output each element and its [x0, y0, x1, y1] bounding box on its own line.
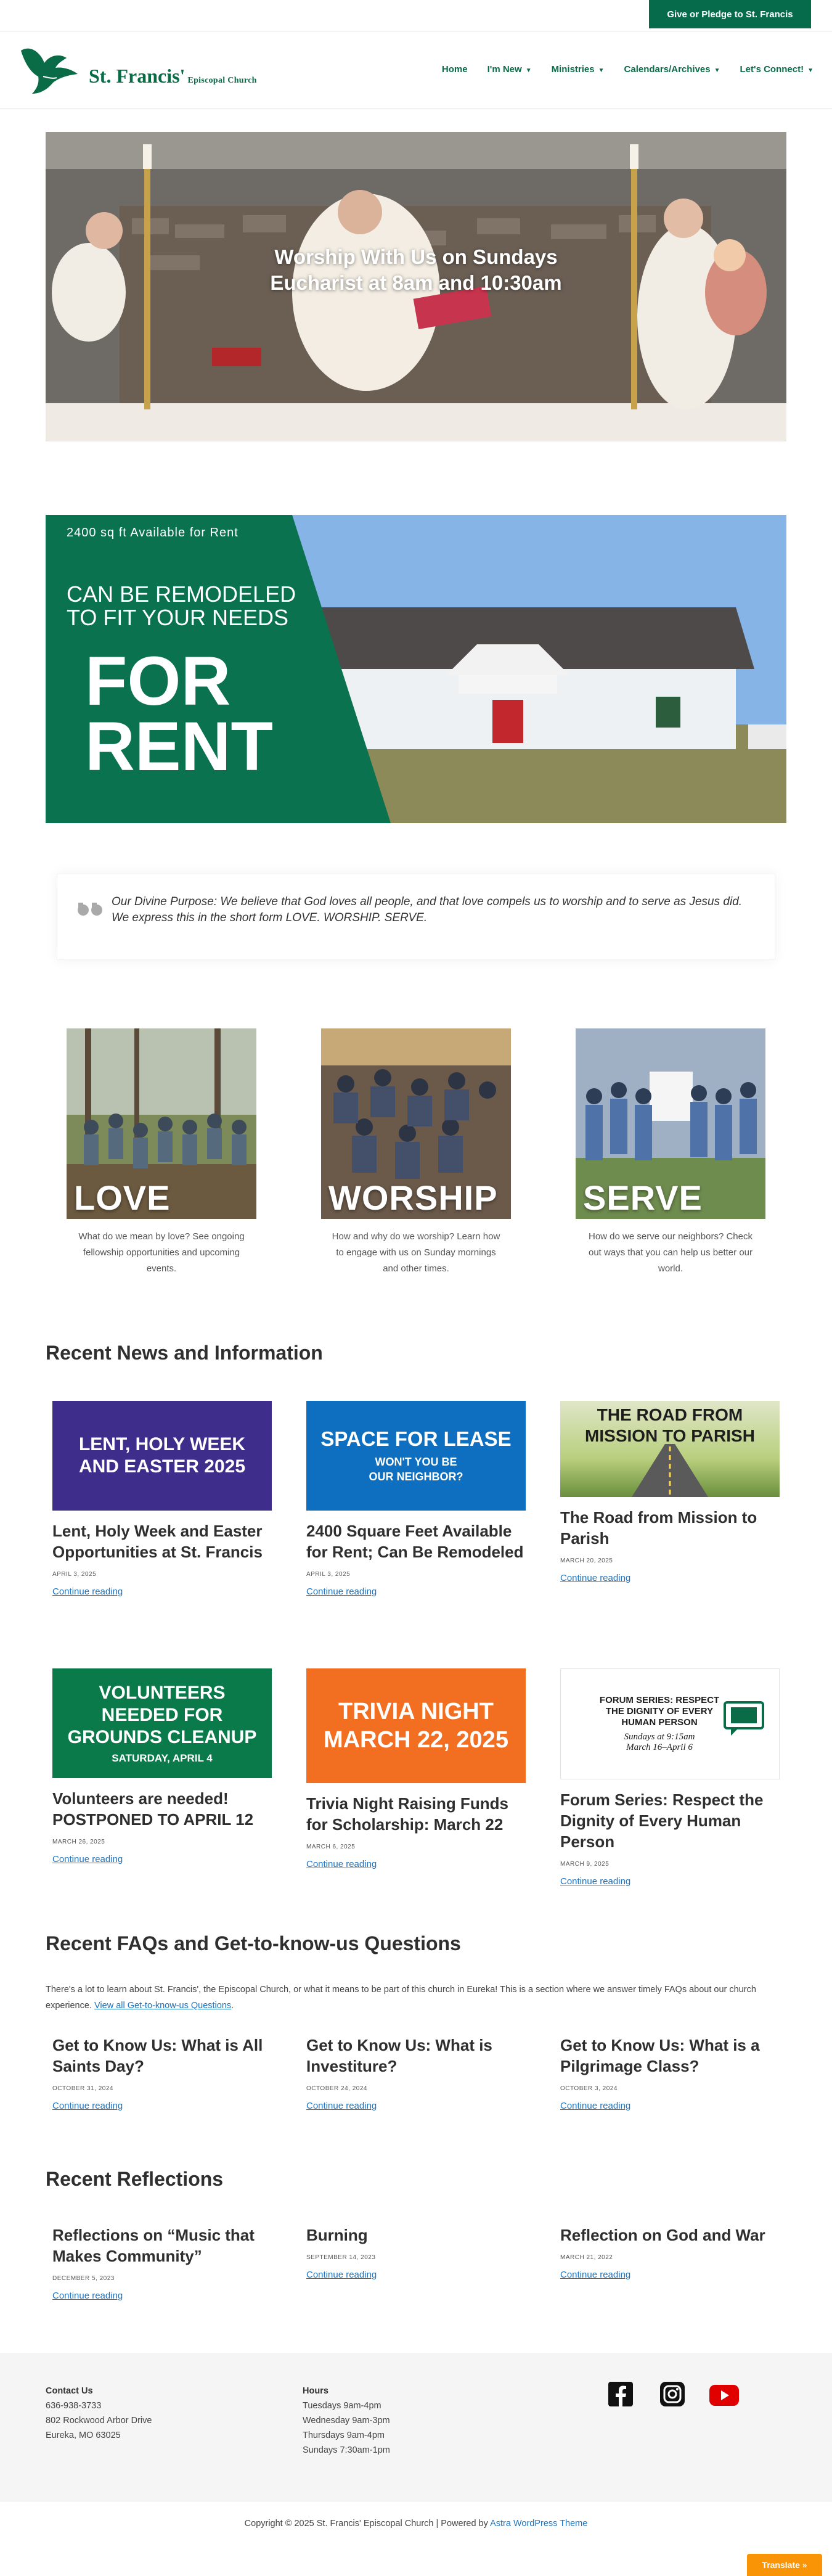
faq-card: [52, 2035, 272, 2111]
translate-button[interactable]: Translate »: [747, 2554, 822, 2576]
serve-image: [576, 1028, 765, 1219]
reflection-card: [52, 2225, 272, 2301]
news-card-date: MARCH 9, 2025: [560, 1861, 610, 1868]
love-block[interactable]: [67, 1028, 256, 1277]
footer-hours-title: Hours: [303, 2386, 328, 2396]
news-card: [306, 1401, 526, 1597]
news-card-image-text: FORUM SERIES: RESPECT THE DIGNITY OF EVERY HUMAN PERSON: [599, 1695, 720, 1728]
youtube-icon[interactable]: [709, 2385, 739, 2406]
news-card: [560, 1401, 780, 1583]
nav-home[interactable]: [442, 64, 468, 75]
reflection-card: [560, 2225, 780, 2280]
worship-word: WORSHIP: [328, 1178, 498, 1217]
news-card: [560, 1668, 780, 1887]
for-rent-banner[interactable]: [46, 515, 786, 823]
news-card-image[interactable]: [52, 1401, 272, 1511]
news-card-image-subtext: Sundays at 9:15am: [624, 1732, 695, 1742]
love-text: What do we mean by love? See ongoing fellowship opportunities and upcoming events.: [78, 1231, 245, 1274]
nav-calendars[interactable]: [624, 64, 720, 75]
instagram-icon[interactable]: [659, 2381, 685, 2407]
news-card-date: MARCH 26, 2025: [52, 1839, 105, 1845]
news-card-title[interactable]: Lent, Holy Week and Easter Opportunities at St. Francis: [52, 1522, 263, 1561]
continue-reading-link[interactable]: Continue reading: [52, 2291, 123, 2301]
reflection-card-date: MARCH 21, 2022: [560, 2254, 613, 2261]
news-card-image-subtext: WON'T YOU BE OUR NEIGHBOR?: [369, 1456, 463, 1483]
faq-intro: There's a lot to learn about St. Francis', the Episcopal Church, or what it means to be part of this church in Eureka! This is a section where we answer timely FAQs about our church experience. View all Get-to-know-us Questions.: [46, 1985, 756, 2011]
continue-reading-link[interactable]: Continue reading: [306, 1586, 377, 1597]
continue-reading-link[interactable]: Continue reading: [306, 1859, 377, 1869]
worship-text: How and why do we worship? Learn how to engage with us on Sunday mornings and other times.: [332, 1231, 500, 1274]
faq-view-all-link[interactable]: View all Get-to-know-us Questions: [94, 2001, 232, 2011]
news-card-image[interactable]: [52, 1668, 272, 1778]
continue-reading-link[interactable]: Continue reading: [560, 1573, 631, 1583]
news-card-image[interactable]: [306, 1401, 526, 1511]
news-section-title: Recent News and Information: [46, 1342, 323, 1364]
news-card-image[interactable]: [560, 1668, 780, 1779]
faq-card-title[interactable]: Get to Know Us: What is Investiture?: [306, 2036, 492, 2075]
news-card-date: MARCH 6, 2025: [306, 1844, 356, 1850]
dove-icon: [18, 42, 86, 101]
serve-text: How do we serve our neighbors? Check out ways that you can help us better our world.: [589, 1231, 752, 1274]
nav-label: Calendars/Archives: [624, 64, 711, 75]
hero-line-1: Worship With Us on Sundays: [274, 245, 558, 268]
footer-address-1: 802 Rockwood Arbor Drive: [46, 2416, 152, 2426]
worship-image: [321, 1028, 511, 1219]
pledge-button[interactable]: Give or Pledge to St. Francis: [649, 0, 811, 28]
footer-hours-line: Sundays 7:30am-1pm: [303, 2445, 390, 2455]
faq-card-date: OCTOBER 31, 2024: [52, 2085, 113, 2092]
continue-reading-link[interactable]: Continue reading: [52, 1854, 123, 1864]
serve-block[interactable]: [576, 1028, 765, 1277]
footer-hours: [303, 2384, 390, 2458]
faq-section-title: Recent FAQs and Get-to-know-us Questions: [46, 1932, 461, 1955]
site-header: [0, 32, 832, 109]
news-card-image-text: SPACE FOR LEASE: [320, 1427, 512, 1450]
faq-card-date: OCTOBER 24, 2024: [306, 2085, 367, 2092]
rent-big-text-1: FOR: [85, 642, 231, 720]
news-card-title[interactable]: Forum Series: Respect the Dignity of Every Human Person: [560, 1790, 764, 1851]
faq-card-title[interactable]: Get to Know Us: What is All Saints Day?: [52, 2036, 263, 2075]
news-card-image-text: THE ROAD FROM MISSION TO PARISH: [585, 1405, 755, 1445]
hero-title: [46, 244, 786, 296]
nav-label: Home: [441, 64, 468, 75]
reflection-card-date: DECEMBER 5, 2023: [52, 2275, 115, 2282]
chevron-down-icon: ▼: [807, 67, 814, 74]
faq-card: [560, 2035, 780, 2111]
continue-reading-link[interactable]: Continue reading: [560, 2101, 631, 2111]
purpose-quote: [57, 874, 775, 960]
footer-address-2: Eureka, MO 63025: [46, 2430, 121, 2440]
faq-intro-text: There's a lot to learn about St. Francis', the Episcopal Church, or what it means to be part of this church in Eureka! This is a section where we answer timely FAQs about our church experience.: [46, 1985, 756, 2011]
faq-card-title[interactable]: Get to Know Us: What is a Pilgrimage Class?: [560, 2036, 760, 2075]
news-card-title[interactable]: The Road from Mission to Parish: [560, 1508, 757, 1548]
worship-block[interactable]: [321, 1028, 511, 1277]
news-card-image[interactable]: [306, 1668, 526, 1783]
main-nav: [442, 64, 814, 75]
rent-big-text-2: RENT: [85, 708, 273, 785]
nav-connect[interactable]: [740, 64, 814, 75]
continue-reading-link[interactable]: Continue reading: [560, 2270, 631, 2280]
news-card-title[interactable]: Volunteers are needed! POSTPONED TO APRIL 12: [52, 1789, 254, 1829]
rent-mid-text-2: TO FIT YOUR NEEDS: [67, 605, 289, 630]
love-word: LOVE: [74, 1178, 171, 1217]
continue-reading-link[interactable]: Continue reading: [52, 1586, 123, 1597]
top-bar: [0, 0, 832, 32]
news-card: [306, 1668, 526, 1869]
logo-sub: Episcopal Church: [187, 76, 257, 85]
chevron-down-icon: ▼: [714, 67, 720, 74]
hero-line-2: Eucharist at 8am and 10:30am: [270, 271, 562, 294]
footer-hours-line: Thursdays 9am-4pm: [303, 2430, 385, 2440]
footer-contact-title: Contact Us: [46, 2386, 93, 2396]
nav-label: Ministries: [551, 64, 595, 75]
news-card-date: MARCH 20, 2025: [560, 1557, 613, 1564]
continue-reading-link[interactable]: Continue reading: [52, 2101, 123, 2111]
news-card-title[interactable]: Trivia Night Raising Funds for Scholarship: March 22: [306, 1794, 508, 1834]
footer-phone[interactable]: 636-938-3733: [46, 2401, 102, 2411]
news-card-date: APRIL 3, 2025: [306, 1571, 351, 1578]
chevron-down-icon: ▼: [525, 67, 532, 74]
news-card-title[interactable]: 2400 Square Feet Available for Rent; Can Be Remodeled: [306, 1522, 524, 1561]
nav-label: Let's Connect!: [740, 64, 804, 75]
site-footer: [0, 2353, 832, 2501]
theme-link[interactable]: Astra WordPress Theme: [490, 2519, 588, 2529]
love-image: [67, 1028, 256, 1219]
speech-bubble-icon: [722, 1700, 765, 1737]
reflection-card-date: SEPTEMBER 14, 2023: [306, 2254, 376, 2261]
footer-hours-line: Tuesdays 9am-4pm: [303, 2401, 381, 2411]
rent-small-text: 2400 sq ft Available for Rent: [67, 526, 239, 539]
news-card: [52, 1668, 272, 1864]
footer-contact: [46, 2384, 152, 2443]
nav-label: I'm New: [487, 64, 522, 75]
facebook-icon[interactable]: [608, 2381, 634, 2407]
continue-reading-link[interactable]: Continue reading: [306, 2101, 377, 2111]
copyright-text: [0, 2519, 832, 2529]
news-card-image-subtext-2: March 16–April 6: [626, 1742, 693, 1752]
hero-banner[interactable]: [46, 132, 786, 441]
footer-hours-line: Wednesday 9am-3pm: [303, 2416, 390, 2426]
reflection-card: [306, 2225, 526, 2280]
nav-ministries[interactable]: [552, 64, 605, 75]
news-card-image-subtext: SATURDAY, APRIL 4: [112, 1752, 213, 1764]
reflection-card-title[interactable]: Burning: [306, 2226, 368, 2244]
continue-reading-link[interactable]: Continue reading: [560, 1876, 631, 1887]
continue-reading-link[interactable]: Continue reading: [306, 2270, 377, 2280]
news-card-image-text: TRIVIA NIGHT MARCH 22, 2025: [324, 1699, 508, 1753]
footer-bottom-bar: [0, 2501, 832, 2576]
serve-word: SERVE: [583, 1178, 703, 1217]
news-card-image[interactable]: [560, 1401, 780, 1497]
news-card-image-text: VOLUNTEERS NEEDED FOR GROUNDS CLEANUP: [67, 1683, 257, 1747]
purpose-text: Our Divine Purpose: We believe that God loves all people, and that love compels us to worship and to serve as Jesus did. We express this in the short form LOVE. WORSHIP. SERVE.: [112, 895, 743, 924]
logo-name: St. Francis': [89, 65, 186, 87]
copyright-label: Copyright © 2025 St. Francis' Episcopal Church | Powered by: [244, 2519, 488, 2529]
news-card-image-text: LENT, HOLY WEEK AND EASTER 2025: [78, 1434, 246, 1477]
nav-im-new[interactable]: [487, 64, 532, 75]
news-card-date: APRIL 3, 2025: [52, 1571, 97, 1578]
chevron-down-icon: ▼: [598, 67, 605, 74]
rent-mid-text-1: CAN BE REMODELED: [67, 581, 296, 607]
reflection-card-title[interactable]: Reflections on “Music that Makes Community”: [52, 2226, 255, 2265]
reflection-card-title[interactable]: Reflection on God and War: [560, 2226, 765, 2244]
logo-wordmark: [89, 65, 257, 88]
reflections-section-title: Recent Reflections: [46, 2168, 224, 2190]
faq-card-date: OCTOBER 3, 2024: [560, 2085, 618, 2092]
site-logo[interactable]: [18, 42, 257, 101]
news-card: [52, 1401, 272, 1597]
quote-icon: [77, 899, 105, 917]
faq-card: [306, 2035, 526, 2111]
